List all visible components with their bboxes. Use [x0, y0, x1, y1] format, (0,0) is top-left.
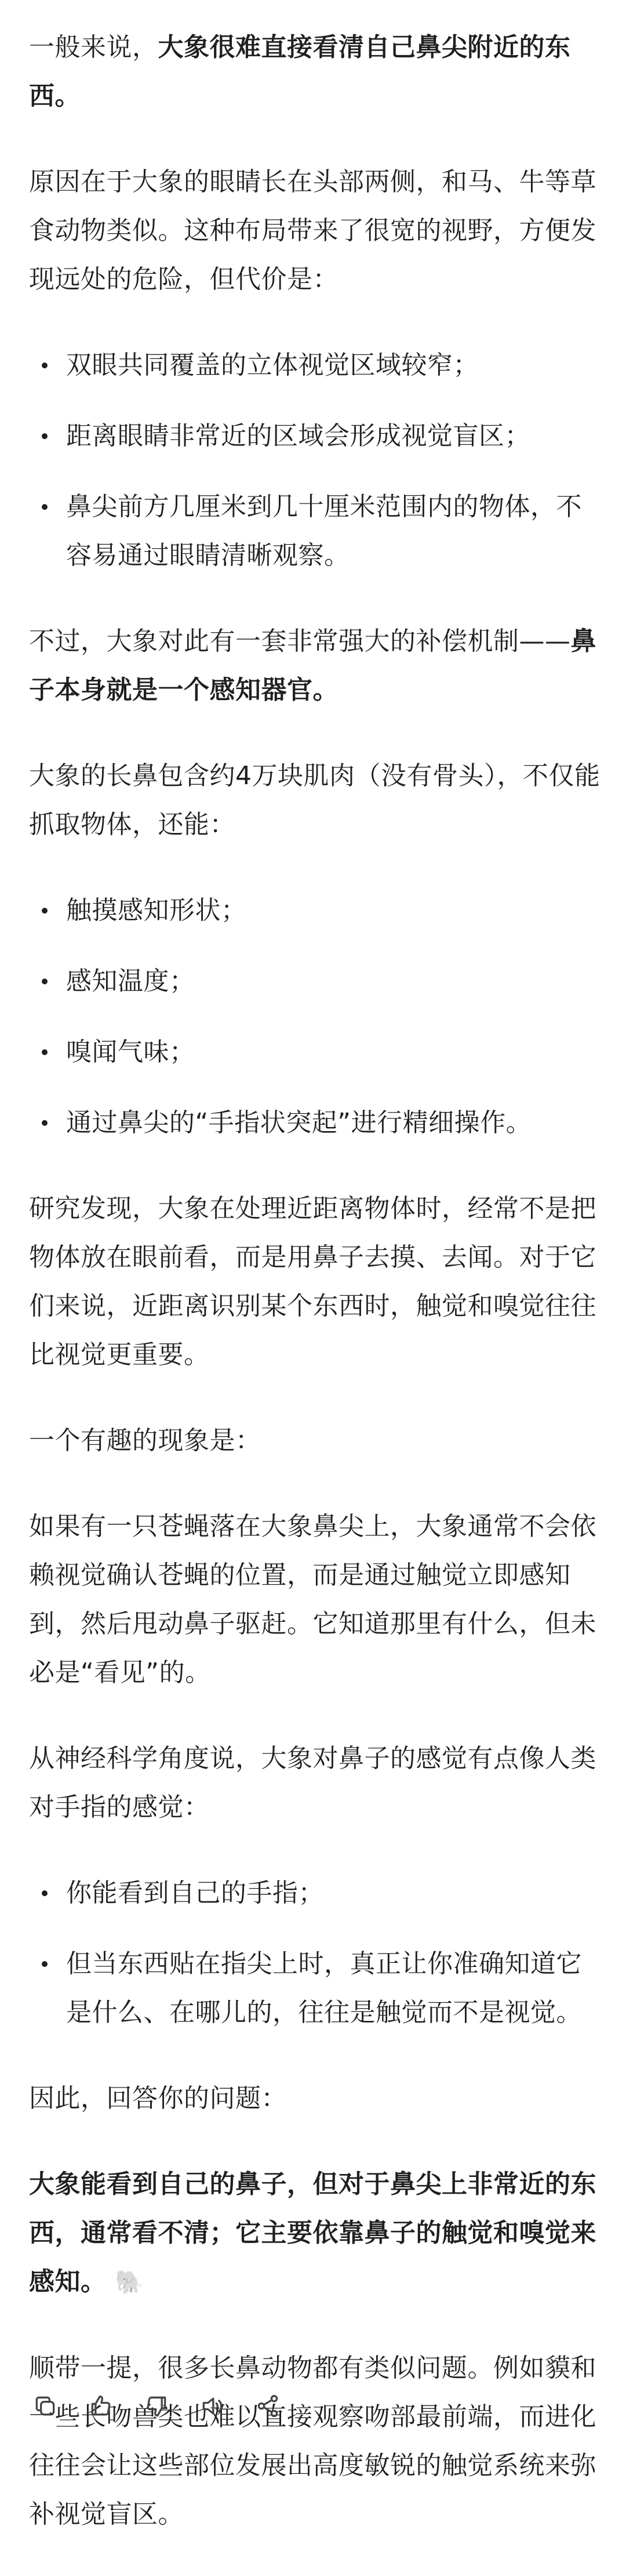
thumbs-up-icon: [88, 2393, 114, 2419]
reason-paragraph: 原因在于大象的眼睛长在头部两侧，和马、牛等草食动物类似。这种布局带来了很宽的视野，方便发现远处的危险，但代价是：: [29, 167, 596, 294]
thumbs-up-button[interactable]: [85, 2390, 117, 2422]
copy-button[interactable]: [29, 2390, 61, 2422]
interesting-paragraph: 一个有趣的现象是：: [29, 1426, 261, 1455]
intro-paragraph: [29, 23, 603, 121]
intro-bold: 大象很难直接看清自己鼻尖附近的东西。: [29, 32, 571, 111]
elephant-emoji: 🐘: [115, 2269, 144, 2296]
intro-plain: 一般来说，: [29, 32, 158, 62]
compensation-plain: 不过，大象对此有一套非常强大的补偿机制——: [29, 626, 571, 656]
message-actions: [29, 2389, 284, 2423]
trunk-paragraph: 大象的长鼻包含约4万块肌肉（没有骨头），不仅能抓取物体，还能：: [29, 761, 600, 839]
share-icon: [255, 2393, 281, 2419]
neuro-paragraph: 从神经科学角度说，大象对鼻子的感觉有点像人类对手指的感觉：: [29, 1744, 596, 1822]
therefore-paragraph: 因此，回答你的问题：: [29, 2084, 287, 2113]
list-item: 感知温度；: [29, 957, 603, 1006]
assistant-message: [29, 23, 603, 2576]
list-item: 触摸感知形状；: [29, 886, 603, 935]
read-aloud-button[interactable]: [196, 2390, 228, 2422]
bytheway-paragraph: 顺带一提，很多长鼻动物都有类似问题。例如貘和一些长吻兽类也难以直接观察吻部最前端，而进化往往会让这些部位发展出高度敏锐的触觉系统来弥补视觉盲区。: [29, 2353, 596, 2529]
list-item: 鼻尖前方几厘米到几十厘米范围内的物体，不容易通过眼睛清晰观察。: [29, 483, 603, 580]
list-item: 双眼共同覆盖的立体视觉区域较窄；: [29, 341, 603, 390]
costs-list: [29, 341, 603, 580]
research-paragraph: 研究发现，大象在处理近距离物体时，经常不是把物体放在眼前看，而是用鼻子去摸、去闻。对于它们来说，近距离识别某个东西时，触觉和嗅觉往往比视觉更重要。: [29, 1194, 596, 1369]
thumbs-down-icon: [144, 2393, 169, 2419]
compensation-bold: 鼻子本身就是一个感知器官。: [29, 626, 596, 705]
conclusion-paragraph: [29, 2160, 603, 2307]
share-button[interactable]: [252, 2390, 284, 2422]
compensation-paragraph: [29, 617, 603, 715]
thumbs-down-button[interactable]: [140, 2390, 173, 2422]
abilities-list: [29, 886, 603, 1147]
list-item: 嗅闻气味；: [29, 1028, 603, 1077]
conclusion-bold: 大象能看到自己的鼻子，但对于鼻尖上非常近的东西，通常看不清；它主要依靠鼻子的触觉和嗅觉来感知。: [29, 2169, 596, 2296]
list-item: 距离眼睛非常近的区域会形成视觉盲区；: [29, 412, 603, 461]
copy-icon: [32, 2393, 58, 2419]
list-item: 你能看到自己的手指；: [29, 1869, 603, 1918]
list-item: 通过鼻尖的“手指状突起”进行精细操作。: [29, 1099, 603, 1147]
fingers-list: [29, 1869, 603, 2037]
speaker-icon: [199, 2393, 225, 2419]
fly-paragraph: 如果有一只苍蝇落在大象鼻尖上，大象通常不会依赖视觉确认苍蝇的位置，而是通过触觉立即感知到，然后甩动鼻子驱赶。它知道那里有什么，但未必是“看见”的。: [29, 1512, 596, 1687]
list-item: 但当东西贴在指尖上时，真正让你准确知道它是什么、在哪儿的，往往是触觉而不是视觉。: [29, 1940, 603, 2037]
